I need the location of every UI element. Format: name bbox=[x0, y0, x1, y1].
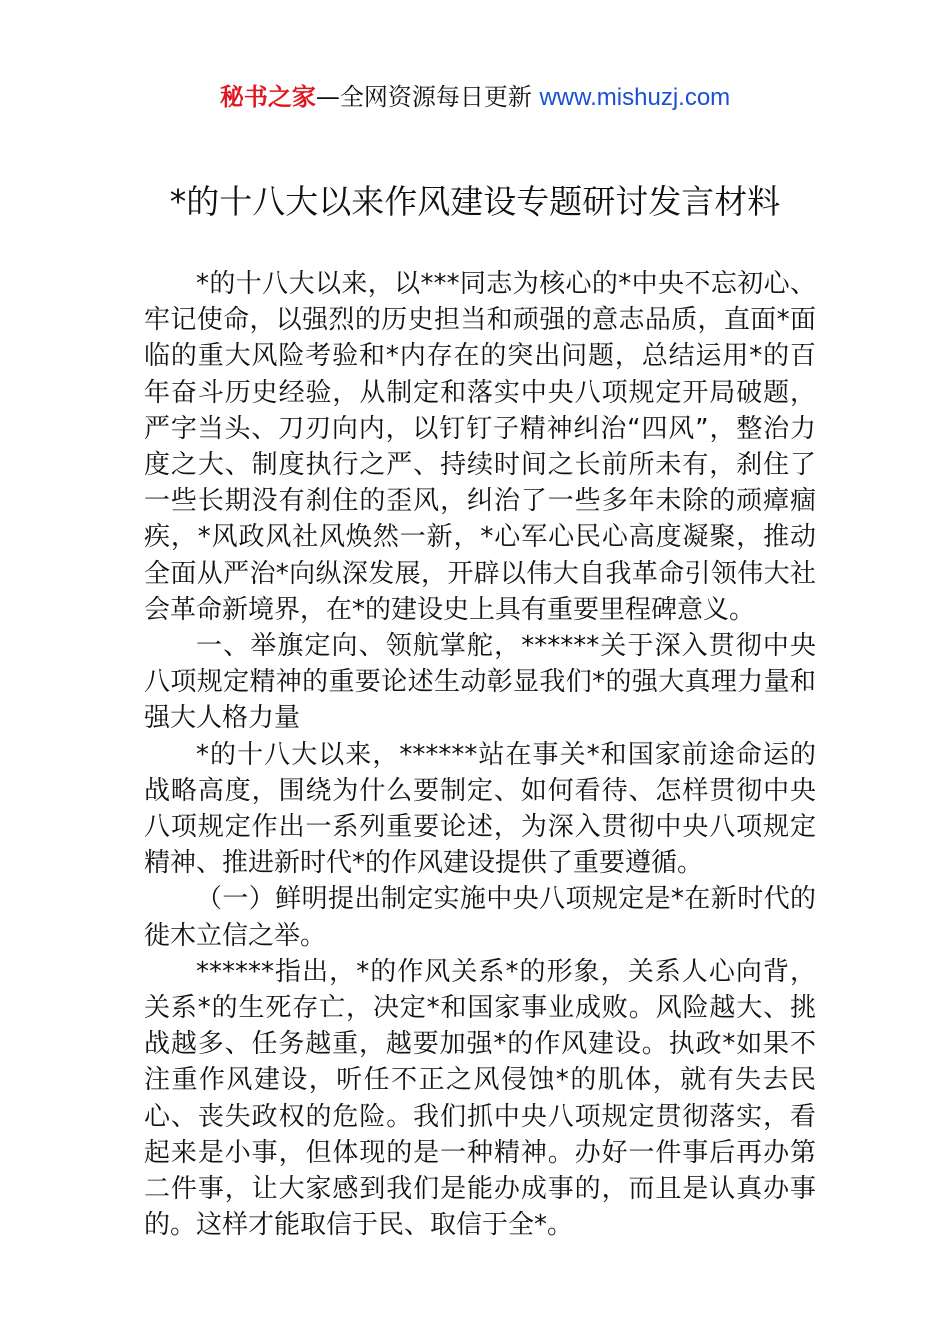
paragraph-section-1: *的十八大以来，******站在事关*和国家前途命运的战略高度，围绕为什么要制定、如何看待、怎样贯彻中央八项规定作出一系列重要论述，为深入贯彻中央八项规定精神、推进新时代*的作风建设提供了重要遵循。 bbox=[144, 739, 816, 879]
site-header bbox=[0, 80, 950, 115]
site-url-link[interactable]: www.mishuzj.com bbox=[539, 84, 731, 111]
section-heading-1: 一、举旗定向、领航掌舵，******关于深入贯彻中央八项规定精神的重要论述生动彰显我们*的强大真理力量和强大人格力量 bbox=[144, 631, 816, 734]
site-brand: 秘书之家 bbox=[219, 83, 316, 111]
site-tagline: —全网资源每日更新 bbox=[315, 83, 532, 111]
paragraph-intro: *的十八大以来，以***同志为核心的*中央不忘初心、牢记使命，以强烈的历史担当和顽强的意志品质，直面*面临的重大风险考验和*内存在的突出问题，总结运用*的百年奋斗历史经验，从制定和落实中央八项规定开局破题，严字当头、刀刃向内，以钉钉子精神纠治“四风”，整治力度之大、制度执行之严、持续时间之长前所未有，刹住了一些长期没有刹住的歪风，纠治了一些多年未除的顽瘴痼疾，*风政风社风焕然一新，*心军心民心高度凝聚，推动全面从严治*向纵深发展，开辟以伟大自我革命引领伟大社会革命新境界，在*的建设史上具有重要里程碑意义。 bbox=[144, 269, 816, 625]
document-body bbox=[144, 266, 816, 1243]
subsection-heading-1: （一）鲜明提出制定实施中央八项规定是*在新时代的徙木立信之举。 bbox=[144, 884, 816, 951]
paragraph-subsection-1: ******指出，*的作风关系*的形象，关系人心向背，关系*的生死存亡，决定*和国家事业成败。风险越大、挑战越多、任务越重，越要加强*的作风建设。执政*如果不注重作风建设，听任不正之风侵蚀*的肌体，就有失去民心、丧失政权的危险。我们抓中央八项规定贯彻落实，看起来是小事，但体现的是一种精神。办好一件事后再办第二件事，让大家感到我们是能办成事的，而且是认真办事的。这样才能取信于民、取信于全*。 bbox=[144, 956, 816, 1241]
document-title: *的十八大以来作风建设专题研讨发言材料 bbox=[169, 182, 781, 221]
